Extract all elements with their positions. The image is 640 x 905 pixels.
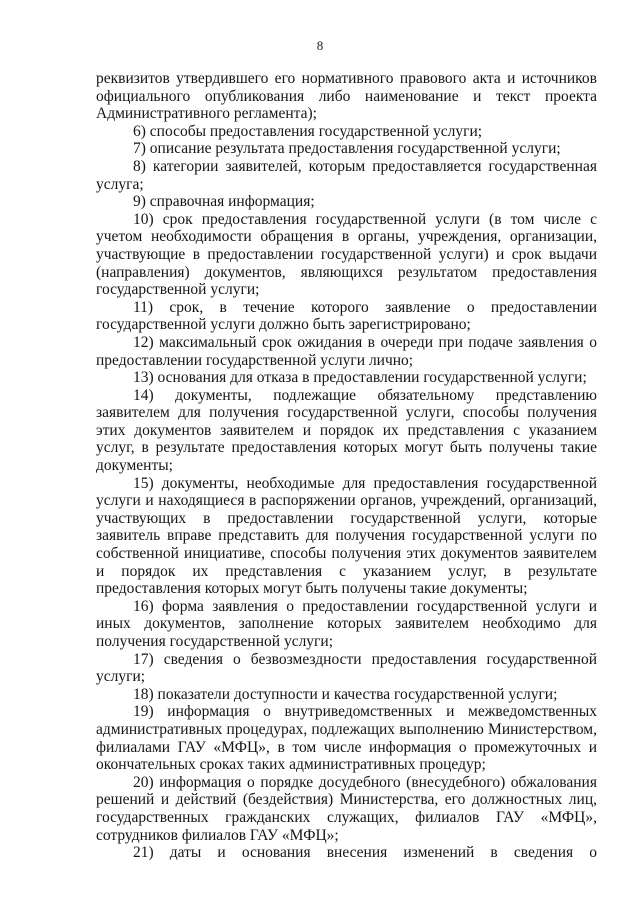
- paragraph-item-15: 15) документы, необходимые для предоставления государственной услуги и находящиеся в распоряжении органов, учреждений, организаций, участвующих в предоставлении государственной услуги, которые заявитель вправе представить для получения государственной услуги по собственной инициативе, способы получения этих документов заявителем и порядок их представления с указанием услуг, в результате предоставления которых могут быть получены такие документы;: [96, 474, 597, 598]
- document-body: [96, 70, 597, 862]
- paragraph-item-18: 18) показатели доступности и качества государственной услуги;: [133, 685, 558, 703]
- paragraph-item-7: 7) описание результата предоставления государственной услуги;: [133, 140, 561, 158]
- paragraph-item-19: 19) информация о внутриведомственных и межведомственных административных процедурах, подлежащих выполнению Министерством, филиалами ГАУ «МФЦ», в том числе информация о промежуточных и окончательных сроках таких административных процедур;: [96, 703, 597, 774]
- paragraph-item-21: 21) даты и основания внесения изменений в сведения о: [133, 844, 597, 862]
- page-number: 8: [316, 38, 324, 53]
- paragraph-item-16: 16) форма заявления о предоставлении государственной услуги и иных документов, заполнение которых заявителем необходимо для получения государственной услуги;: [96, 597, 597, 650]
- paragraph-item-12: 12) максимальный срок ожидания в очереди при подаче заявления о предоставлении государственной услуги лично;: [96, 333, 597, 369]
- paragraph-item-9: 9) справочная информация;: [133, 193, 315, 211]
- paragraph-continuation: реквизитов утвердившего его нормативного правового акта и источников официального опубликования либо наименование и текст проекта Административного регламента);: [96, 70, 597, 123]
- paragraph-item-11: 11) срок, в течение которого заявление о предоставлении государственной услуги должно быть зарегистрировано;: [96, 298, 597, 334]
- paragraph-item-8: 8) категории заявителей, которым предоставляется государственная услуга;: [96, 157, 597, 193]
- paragraph-item-20: 20) информация о порядке досудебного (внесудебного) обжалования решений и действий (бездействия) Министерства, его должностных лиц, государственных гражданских служащих, филиалов ГАУ «МФЦ», сотрудников филиалов ГАУ «МФЦ»;: [96, 773, 597, 844]
- paragraph-item-17: 17) сведения о безвозмездности предоставления государственной услуги;: [96, 650, 597, 686]
- paragraph-item-6: 6) способы предоставления государственной услуги;: [133, 122, 483, 140]
- paragraph-item-13: 13) основания для отказа в предоставлении государственной услуги;: [133, 369, 587, 387]
- paragraph-item-14: 14) документы, подлежащие обязательному представлению заявителем для получения государственной услуги, способы получения этих документов заявителем и порядок их представления с указанием услуг, в результате предоставления которых могут быть получены такие документы;: [96, 386, 597, 475]
- paragraph-item-10: 10) срок предоставления государственной услуги (в том числе с учетом необходимости обращения в органы, учреждения, организации, участвующие в предоставлении государственной услуги) и срок выдачи (направления) документов, являющихся результатом предоставления государственной услуги;: [96, 210, 597, 299]
